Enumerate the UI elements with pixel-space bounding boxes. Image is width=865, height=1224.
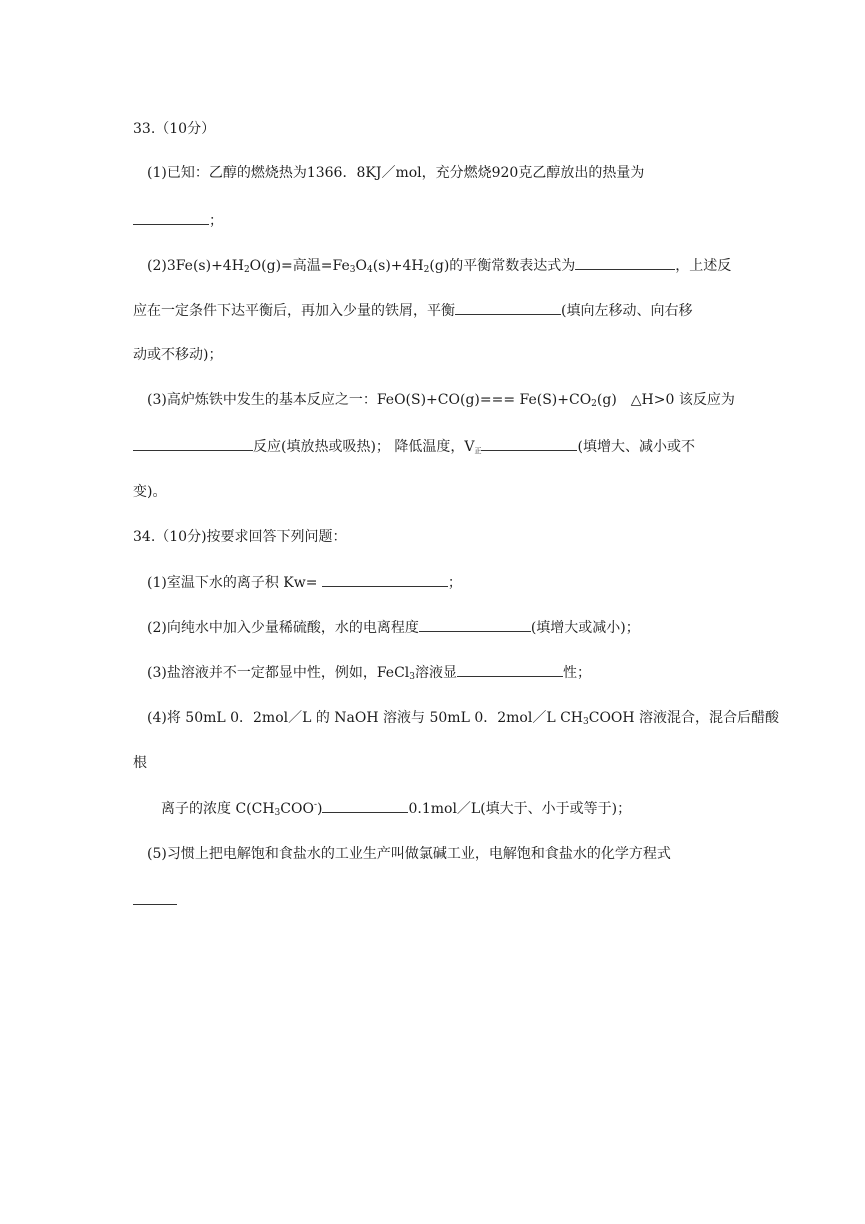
q33-part3-line2 xyxy=(133,436,695,457)
q33-part1-answer-line xyxy=(133,210,223,231)
q34-part2-text: (填增大或减小)； xyxy=(530,620,640,636)
subscript: 3 xyxy=(349,265,356,275)
question-34-header: 34.（10分)按要求回答下列问题： xyxy=(133,529,347,545)
q33-part2-line1 xyxy=(147,255,731,276)
q34-part4-text: 0.1mol／L(填大于、小于或等于)； xyxy=(408,801,632,817)
q34-part3 xyxy=(147,662,591,683)
subscript: 4 xyxy=(366,265,373,275)
q34-part4-line2 xyxy=(133,753,147,773)
question-33-header: 33.（10分） xyxy=(133,121,216,137)
q33-part1-end: ； xyxy=(209,213,223,229)
answer-blank[interactable] xyxy=(481,436,577,451)
answer-blank[interactable] xyxy=(419,617,531,632)
q34-part4-line3 xyxy=(161,798,631,819)
q34-part1 xyxy=(147,572,462,593)
q33-part1-text: (1)已知：乙醇的燃烧热为1366．8KJ／mol，充分燃烧920克乙醇放出的热量为 xyxy=(147,165,645,181)
answer-blank[interactable] xyxy=(133,210,209,225)
answer-blank[interactable] xyxy=(133,890,177,905)
q34-part1-text: ； xyxy=(447,575,462,591)
subscript: 3 xyxy=(409,672,415,682)
answer-blank[interactable] xyxy=(322,798,408,813)
q34-part3-text: (3)盐溶液并不一定都显中性，例如，FeCl xyxy=(147,665,410,681)
answer-blank[interactable] xyxy=(455,300,561,315)
q34-part5-line2 xyxy=(133,890,177,911)
q34-part4-line1 xyxy=(147,708,779,728)
q34-part4-text: 离子的浓度 C(CH xyxy=(161,801,275,817)
superscript: - xyxy=(313,800,317,810)
q34-part2 xyxy=(147,617,640,638)
q33-part2-line2 xyxy=(133,300,692,321)
q33-part2-line3 xyxy=(133,345,222,365)
q33-part3-text: (g) △H>0 该反应为 xyxy=(596,392,735,408)
q33-part2-text: (2)3Fe(s)+4H xyxy=(147,258,244,274)
q34-part3-text: 性； xyxy=(563,665,591,681)
q34-part5-text: (5)习惯上把电解饱和食盐水的工业生产叫做氯碱工业，电解饱和食盐水的化学方程式 xyxy=(147,846,671,862)
subscript: 2 xyxy=(243,265,250,275)
q34-part4-text: COO xyxy=(280,801,314,817)
q33-part1 xyxy=(147,163,644,183)
q33-part2-text: (g)的平衡常数表达式为 xyxy=(429,258,576,274)
subscript: 正 xyxy=(474,447,482,455)
q34-part3-text: 溶液显 xyxy=(415,665,457,681)
q33-part2-text: (s)+4H xyxy=(372,258,424,274)
answer-blank[interactable] xyxy=(322,572,448,587)
q33-part2-text: 动或不移动)； xyxy=(133,347,223,363)
q33-part3-line1 xyxy=(147,390,735,410)
q33-part2-text: O(g)=高温=Fe xyxy=(249,258,350,274)
q34-part2-text: (2)向纯水中加入少量稀硫酸，水的电离程度 xyxy=(147,620,419,636)
q33-part2-text: O xyxy=(355,258,367,274)
q33-part3-text: 变)。 xyxy=(133,484,167,500)
subscript: 2 xyxy=(423,265,430,275)
subscript: 3 xyxy=(274,808,281,818)
answer-blank[interactable] xyxy=(575,255,675,270)
q33-part2-text: ，上述反 xyxy=(675,258,732,274)
subscript: 2 xyxy=(591,399,597,409)
q34-part4-text: ) xyxy=(317,801,323,817)
q34-part5-line1 xyxy=(147,844,671,864)
q34-part1-text: (1)室温下水的离子积 Kw= xyxy=(147,575,322,591)
q33-part3-line3 xyxy=(133,482,166,502)
q33-part2-text: (填向左移动、向右移 xyxy=(561,303,693,319)
q34-part4-text: (4)将 50mL 0．2mol／L 的 NaOH 溶液与 50mL 0．2mol／L CH xyxy=(147,710,583,726)
subscript: 3 xyxy=(583,717,589,727)
q33-part2-text: 应在一定条件下达平衡后，再加入少量的铁屑，平衡 xyxy=(133,303,455,319)
q33-part3-text: 反应(填放热或吸热)； 降低温度，V xyxy=(253,439,475,455)
answer-blank[interactable] xyxy=(133,436,253,451)
q34-part4-text: 根 xyxy=(133,755,147,771)
answer-blank[interactable] xyxy=(457,662,563,677)
q33-part3-text: (3)高炉炼铁中发生的基本反应之一：FeO(S)+CO(g)=== Fe(S)+CO xyxy=(147,392,592,408)
q33-part3-text: (填增大、减小或不 xyxy=(577,439,695,455)
q34-part4-text: COOH 溶液混合，混合后醋酸 xyxy=(588,710,780,726)
